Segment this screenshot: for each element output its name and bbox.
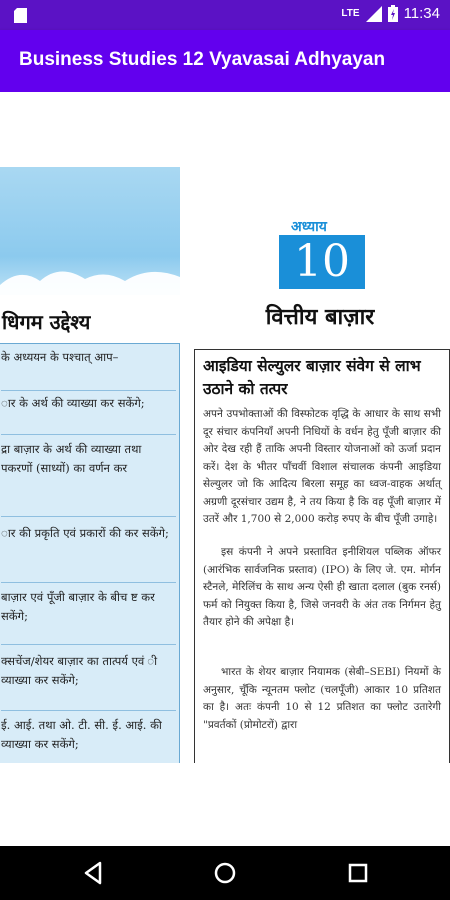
recents-icon[interactable] (344, 859, 372, 887)
chapter-badge (279, 221, 365, 289)
case-study-title: आइडिया सेल्युलर बाज़ार संवेग से लाभ उठाने को तत्पर (203, 356, 421, 398)
objective-item: द्रा बाज़ार के अर्थ की व्याख्या तथा पकरणों (साध्यों) का वर्णन कर (1, 440, 176, 517)
left-page (0, 167, 180, 763)
clock: 11:34 (403, 5, 440, 22)
sd-card-icon (14, 8, 27, 23)
signal-icon (366, 6, 382, 22)
objectives-box (0, 343, 180, 763)
objective-item: बाज़ार एवं पूँजी बाज़ार के बीच ष्ट कर सकेंगे; (1, 588, 176, 645)
case-paragraph: भारत के शेयर बाज़ार नियामक (सेबी–SEBI) नियमों के अनुसार, चूँकि न्यूनतम फ्लोट (चलपूँजी) आकार 10 प्रतिशत का है। अतः कंपनी 10 से 12 प्रतिशत का फ्लोट उतारेगी "प्रवर्तकों (प्रोमोटरों) द्वारा (203, 666, 441, 731)
case-paragraph: अपने उपभोक्ताओं की विस्फोटक वृद्धि के आधार के साथ सभी दूर संचार कंपनियाँ अपनी निधियों के वर्धन हेतु पूँजी बाज़ार की ओर देख रही हैं ताकि अपनी विस्तार योजनाओं को ऊर्जा प्रदान करें। देश के भीतर पाँचवीं विशाल संचालक कंपनी आइडिया सेल्युलर जो कि आदित्य बिरला समूह का ध्वज-वाहक अर्थात् अग्रणी दूरसंचार उद्यम है, ने तय किया है कि वह पूँजी बाज़ार में उतरें और 1,700 से 2,000 करोड़ रुपए के बीच पूँजी उगाहे। (203, 408, 441, 525)
chapter-label: अध्याय (291, 219, 327, 235)
network-type: LTE (341, 8, 360, 19)
app-title: Business Studies 12 Vyavasai Adhyayan (19, 49, 386, 70)
objective-item: ार के अर्थ की व्याख्या कर सकेंगे; (1, 394, 176, 435)
clouds-icon (0, 255, 180, 295)
objective-item: ई. आई. तथा ओ. टी. सी. ई. आई. की व्याख्या कर सकेंगे; (1, 718, 162, 751)
app-bar (0, 30, 450, 92)
back-icon[interactable] (80, 859, 108, 887)
sky-illustration (0, 167, 180, 295)
case-paragraph: इस कंपनी ने अपने प्रस्तावित इनीशियल पब्लिक ऑफर (आरंभिक सार्वजनिक प्रस्ताव) (IPO) के लिए जे. एम. मोर्गन स्टैनले, मेरिलिंच के साथ अन्य ऐसी ही खाता दलाल (बुक रनर्स) फर्म को नियुक्त किया है, जिसे जनवरी के अंत तक निर्गमन हेतु तैयार होने की अपेक्षा है। (203, 546, 441, 628)
page-viewer[interactable] (0, 92, 450, 846)
battery-icon (388, 5, 398, 22)
book-page-spread[interactable] (0, 167, 450, 763)
case-study-box (194, 349, 450, 763)
home-icon[interactable] (211, 859, 239, 887)
objective-item: ार की प्रकृति एवं प्रकारों की कर सकेंगे; (1, 524, 176, 583)
navigation-bar (0, 846, 450, 900)
objective-item: क्सचेंज/शेयर बाज़ार का तात्पर्य एवं ी व्याख्या कर सकेंगे; (1, 652, 176, 711)
chapter-number: 10 (279, 235, 365, 289)
learning-objectives-heading: धिगम उद्देश्य (2, 310, 91, 334)
status-bar (0, 0, 450, 30)
objective-item: के अध्ययन के पश्चात् आप– (1, 348, 176, 391)
chapter-title: वित्तीय बाज़ार (265, 304, 375, 330)
